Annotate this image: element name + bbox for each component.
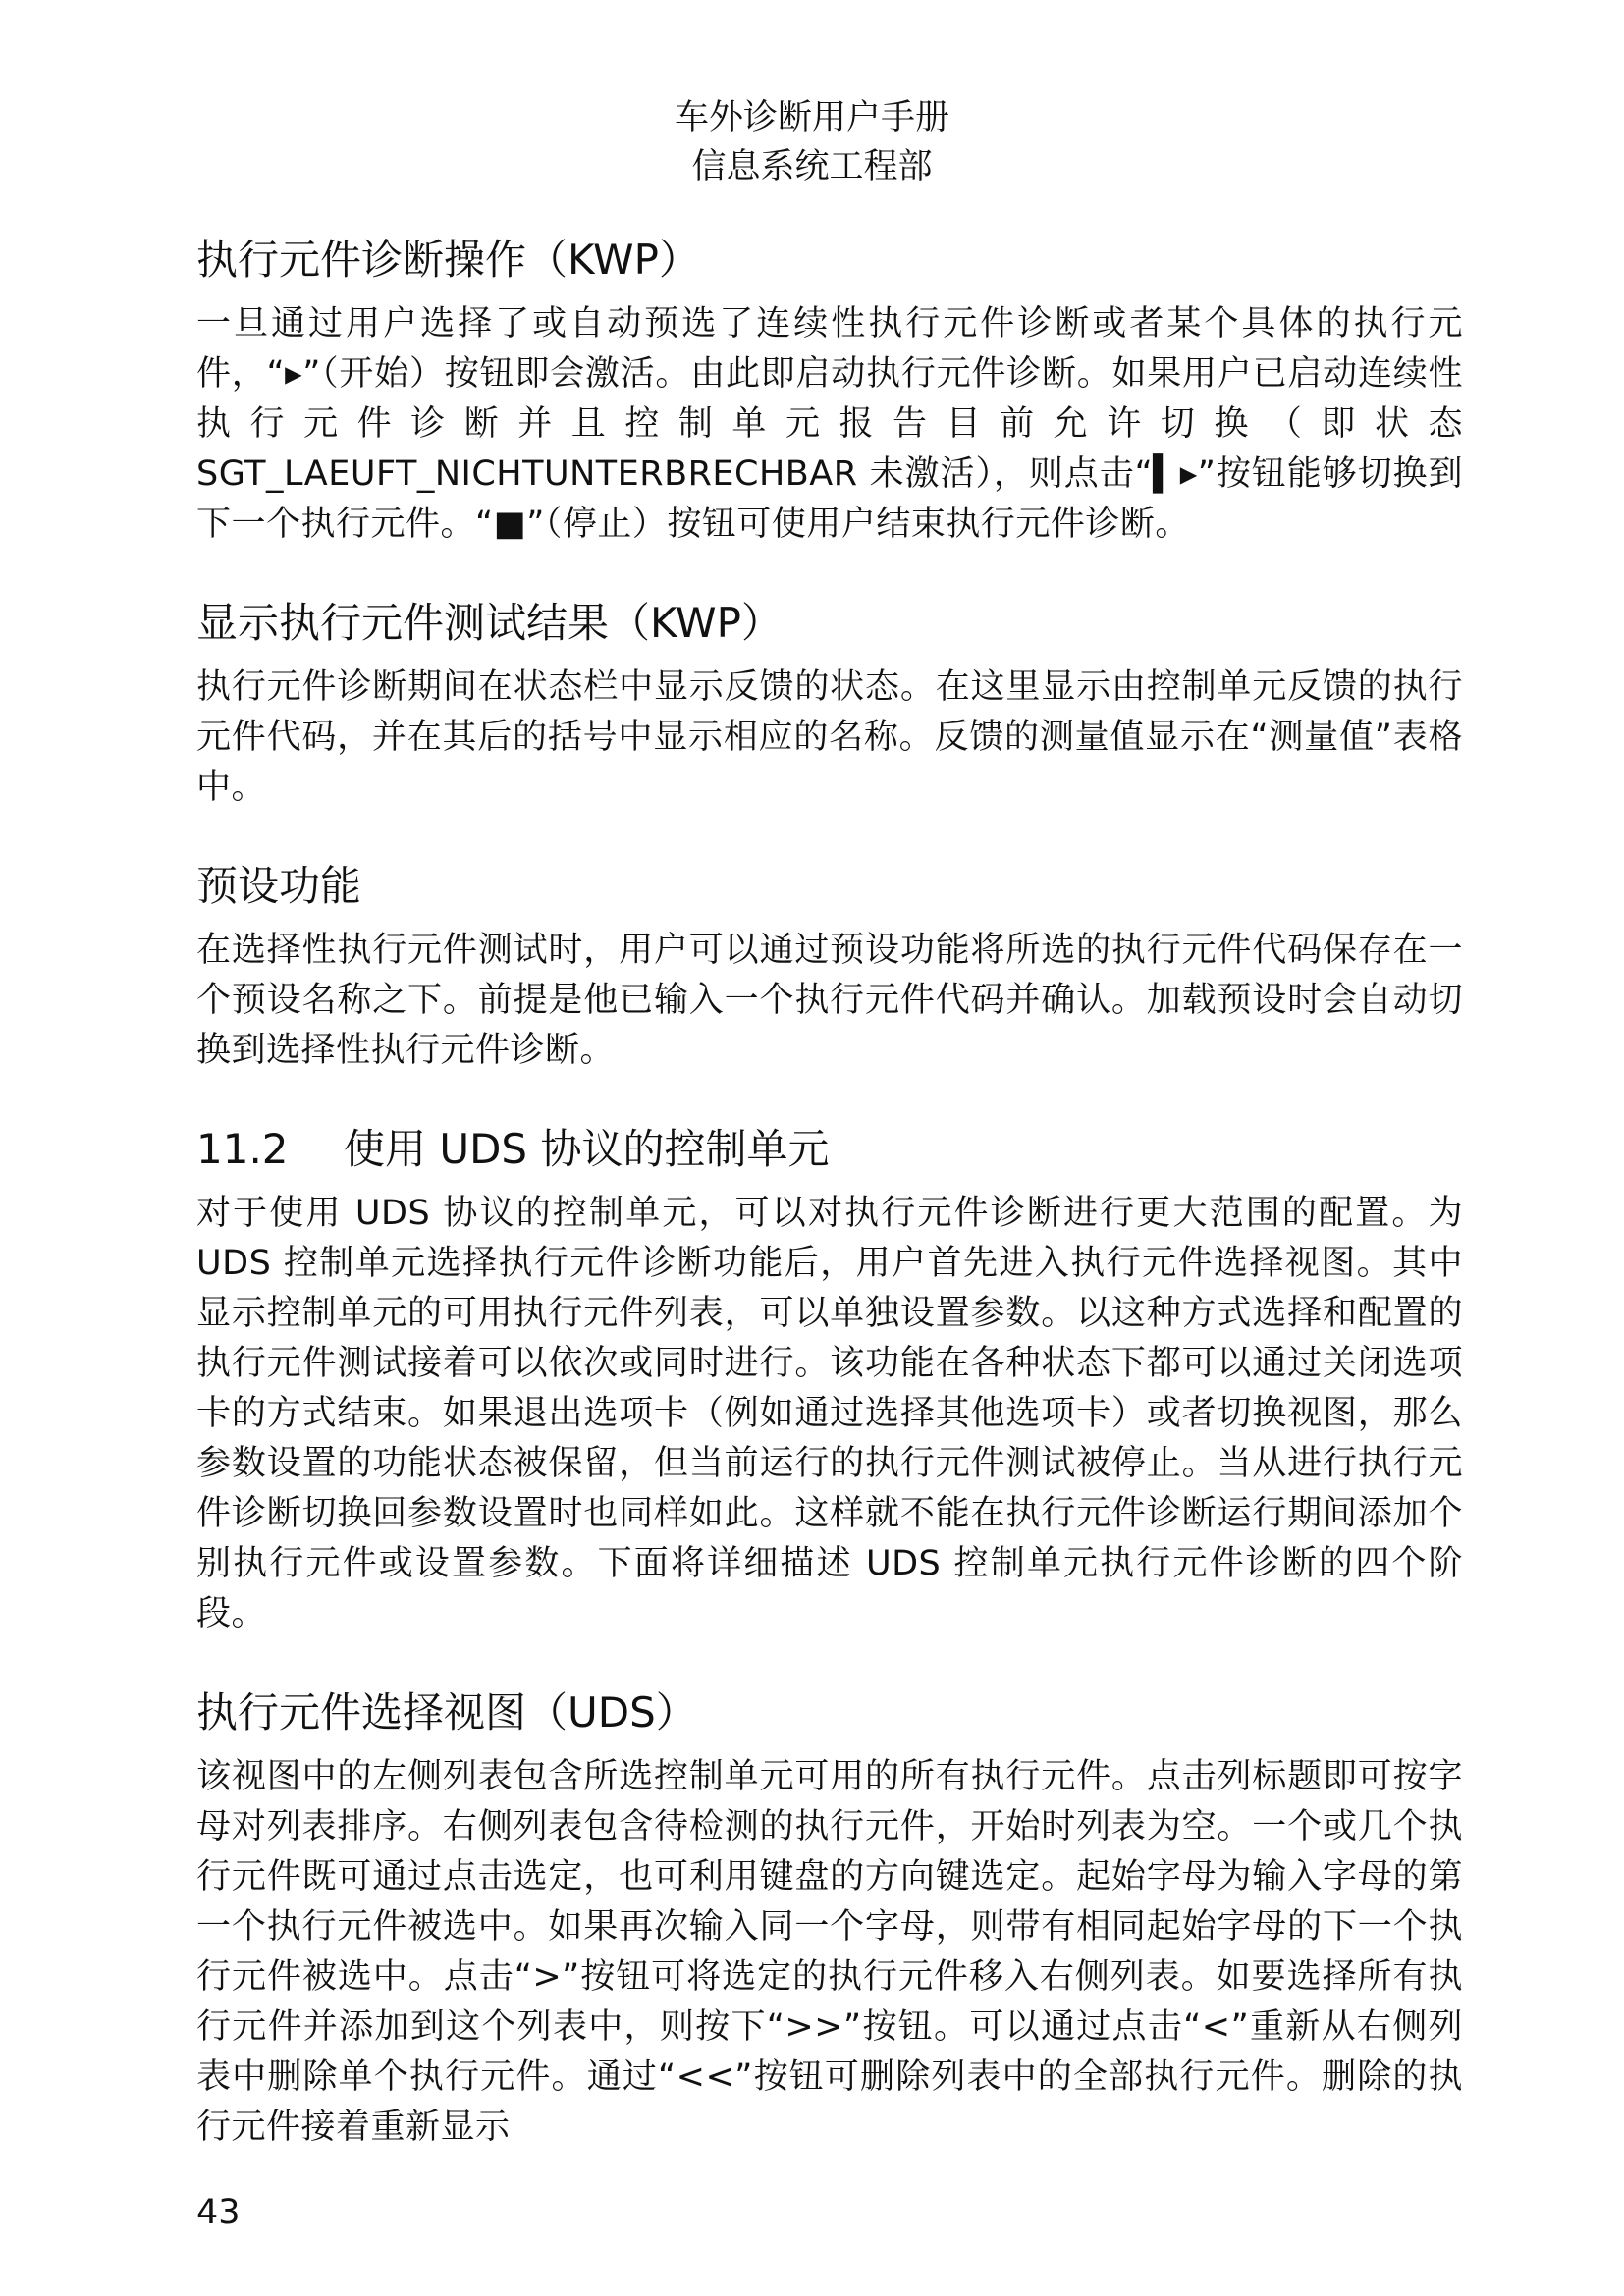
section-number: 11.2	[196, 1125, 289, 1173]
section-body-actuator-selection-view-uds: 该视图中的左侧列表包含所选控制单元可用的所有执行元件。点击列标题即可按字母对列表排序。右侧列表包含待检测的执行元件，开始时列表为空。一个或几个执行元件既可通过点击选定，也可利用键盘的方向键选定。起始字母为输入字母的第一个执行元件被选中。如果再次输入同一个字母，则带有相同起始字母的下一个执行元件被选中。点击“>”按钮可将选定的执行元件移入右侧列表。如要选择所有执行元件并添加到这个列表中，则按下“>>”按钮。可以通过点击“<”重新从右侧列表中删除单个执行元件。通过“<<”按钮可删除列表中的全部执行元件。删除的执行元件接着重新显示	[196, 1757, 1463, 2147]
section-heading-uds-control-units	[196, 1120, 1463, 1179]
section-title: 使用 UDS 协议的控制单元	[344, 1125, 830, 1173]
header-manual-title: 车外诊断用户手册	[674, 98, 949, 137]
section-heading-preset-function: 预设功能	[196, 862, 362, 910]
section-heading-actuator-operation-kwp: 执行元件诊断操作（KWP）	[196, 236, 700, 284]
page-number: 43	[196, 2193, 241, 2232]
section-body-test-results-kwp: 执行元件诊断期间在状态栏中显示反馈的状态。在这里显示由控制单元反馈的执行元件代码，并在其后的括号中显示相应的名称。反馈的测量值显示在“测量值”表格中。	[196, 667, 1463, 807]
section-heading-test-results-kwp: 显示执行元件测试结果（KWP）	[196, 599, 783, 647]
header-department: 信息系统工程部	[691, 147, 933, 187]
page-header	[0, 93, 1624, 191]
section-body-uds-control-units: 对于使用 UDS 协议的控制单元，可以对执行元件诊断进行更大范围的配置。为 UDS 控制单元选择执行元件诊断功能后，用户首先进入执行元件选择视图。其中显示控制单元的可用执行元件列表，可以单独设置参数。以这种方式选择和配置的执行元件测试接着可以依次或同时进行。该功能在各种状态下都可以通过关闭选项卡的方式结束。如果退出选项卡（例如通过选择其他选项卡）或者切换视图，那么参数设置的功能状态被保留，但当前运行的执行元件测试被停止。当从进行执行元件诊断切换回参数设置时也同样如此。这样就不能在执行元件诊断运行期间添加个别执行元件或设置参数。下面将详细描述 UDS 控制单元执行元件诊断的四个阶段。	[196, 1194, 1463, 1633]
section-body-actuator-operation-kwp: 一旦通过用户选择了或自动预选了连续性执行元件诊断或者某个具体的执行元件，“▸”（开始）按钮即会激活。由此即启动执行元件诊断。如果用户已启动连续性执行元件诊断并且控制单元报告目前允许切换（即状态SGT_LAEUFT_NICHTUNTERBRECHBAR 未激活），则点击“▍▸”按钮能够切换到下一个执行元件。“■”（停止）按钮可使用户结束执行元件诊断。	[196, 304, 1463, 544]
section-heading-actuator-selection-view-uds: 执行元件选择视图（UDS）	[196, 1688, 697, 1736]
page-content	[196, 231, 1463, 2153]
section-body-preset-function: 在选择性执行元件测试时，用户可以通过预设功能将所选的执行元件代码保存在一个预设名称之下。前提是他已输入一个执行元件代码并确认。加载预设时会自动切换到选择性执行元件诊断。	[196, 931, 1463, 1070]
